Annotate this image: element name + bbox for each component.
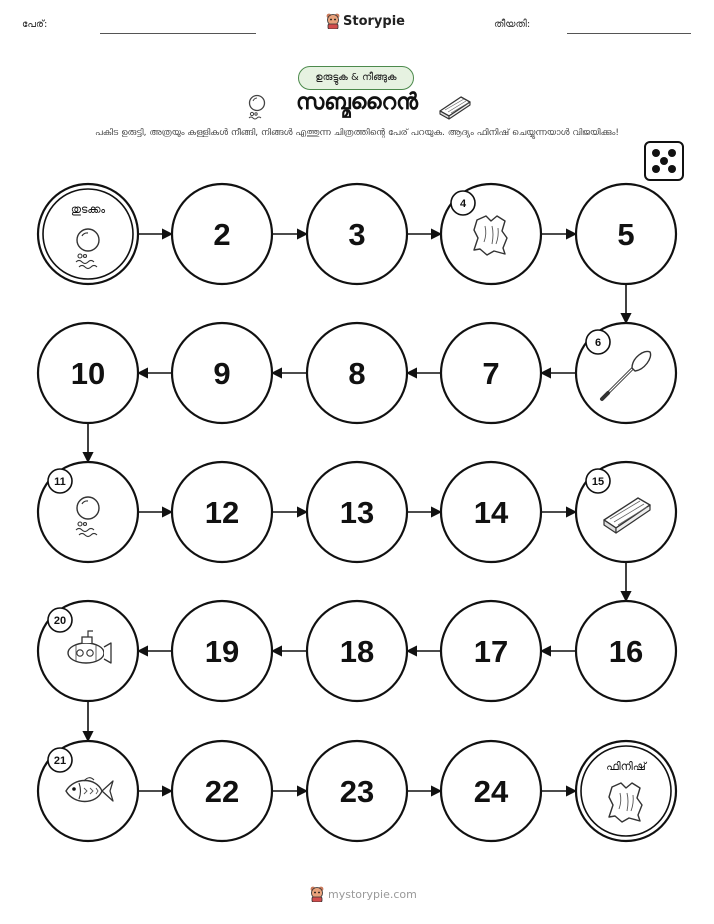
name-label: പേര്:	[22, 19, 48, 30]
cell-number: 10	[70, 356, 106, 391]
cell-number: 12	[204, 495, 240, 530]
board-cell-17	[441, 601, 541, 701]
board-cell-start	[38, 184, 138, 284]
board-cell-15	[576, 462, 676, 562]
board-cell-6	[576, 323, 676, 423]
finish-label: ഫിനിഷ്	[606, 760, 646, 773]
hide-icon	[474, 216, 507, 255]
cell-number: 18	[339, 634, 375, 669]
date-label: തീയതി:	[494, 19, 531, 30]
board-cell-18	[307, 601, 407, 701]
brand-name: Storypie	[343, 13, 405, 29]
cell-number: 14	[473, 495, 509, 530]
cell-number: 13	[339, 495, 375, 530]
board-cell-13	[307, 462, 407, 562]
board-cells	[38, 184, 676, 841]
board-cell-16	[576, 601, 676, 701]
board-cell-14	[441, 462, 541, 562]
board-cell-5	[576, 184, 676, 284]
cell-number: 22	[204, 774, 240, 809]
board-cell-23	[307, 741, 407, 841]
cell-number: 8	[348, 356, 366, 391]
board-cell-finish	[576, 741, 676, 841]
board-cell-12	[172, 462, 272, 562]
start-label: തുടക്കം	[70, 203, 106, 216]
cell-number-badge: 20	[53, 615, 67, 627]
board-cell-7	[441, 323, 541, 423]
cell-number-badge: 15	[591, 476, 605, 488]
cell-number: 5	[617, 217, 635, 252]
cell-number: 16	[608, 634, 644, 669]
board-cell-21	[38, 741, 138, 841]
mascot-icon	[310, 886, 324, 902]
instructions: പകിട ഉരുട്ടി, അത്രയും കള്ളികൾ നീങ്ങി, നിങ്ങൾ എത്തുന്ന ചിത്രത്തിന്റെ പേര് പറയുക. ആദ്യം ഫിനിഷ് ചെയ്യുന്നയാൾ വിജയിക്കും!	[95, 128, 619, 138]
page-title: സബ്മറൈൻ	[296, 90, 418, 115]
cell-number: 24	[473, 774, 509, 809]
footer	[310, 886, 417, 902]
cell-number: 3	[348, 217, 366, 252]
board-cell-4	[441, 184, 541, 284]
board-cell-22	[172, 741, 272, 841]
board-cell-19	[172, 601, 272, 701]
cell-number-badge: 21	[53, 755, 67, 767]
footer-url: mystorypie.com	[328, 887, 417, 901]
cell-number: 2	[213, 217, 231, 252]
cell-number: 9	[213, 356, 231, 391]
cell-number-badge: 11	[54, 476, 66, 488]
board-cell-10	[38, 323, 138, 423]
cell-number: 7	[482, 356, 500, 391]
cell-number: 19	[204, 634, 240, 669]
board-cell-8	[307, 323, 407, 423]
cell-number: 17	[473, 634, 509, 669]
cell-number-badge: 4	[459, 198, 467, 210]
hide-icon	[609, 783, 642, 822]
board-cell-2	[172, 184, 272, 284]
cell-number-badge: 6	[594, 337, 602, 349]
board-cell-11	[38, 462, 138, 562]
board-cell-9	[172, 323, 272, 423]
board-cell-3	[307, 184, 407, 284]
activity-badge: ഉരുട്ടുക & നീങ്ങുക	[298, 66, 414, 90]
cell-number: 23	[339, 774, 375, 809]
board-cell-20	[38, 601, 138, 701]
board-cell-24	[441, 741, 541, 841]
